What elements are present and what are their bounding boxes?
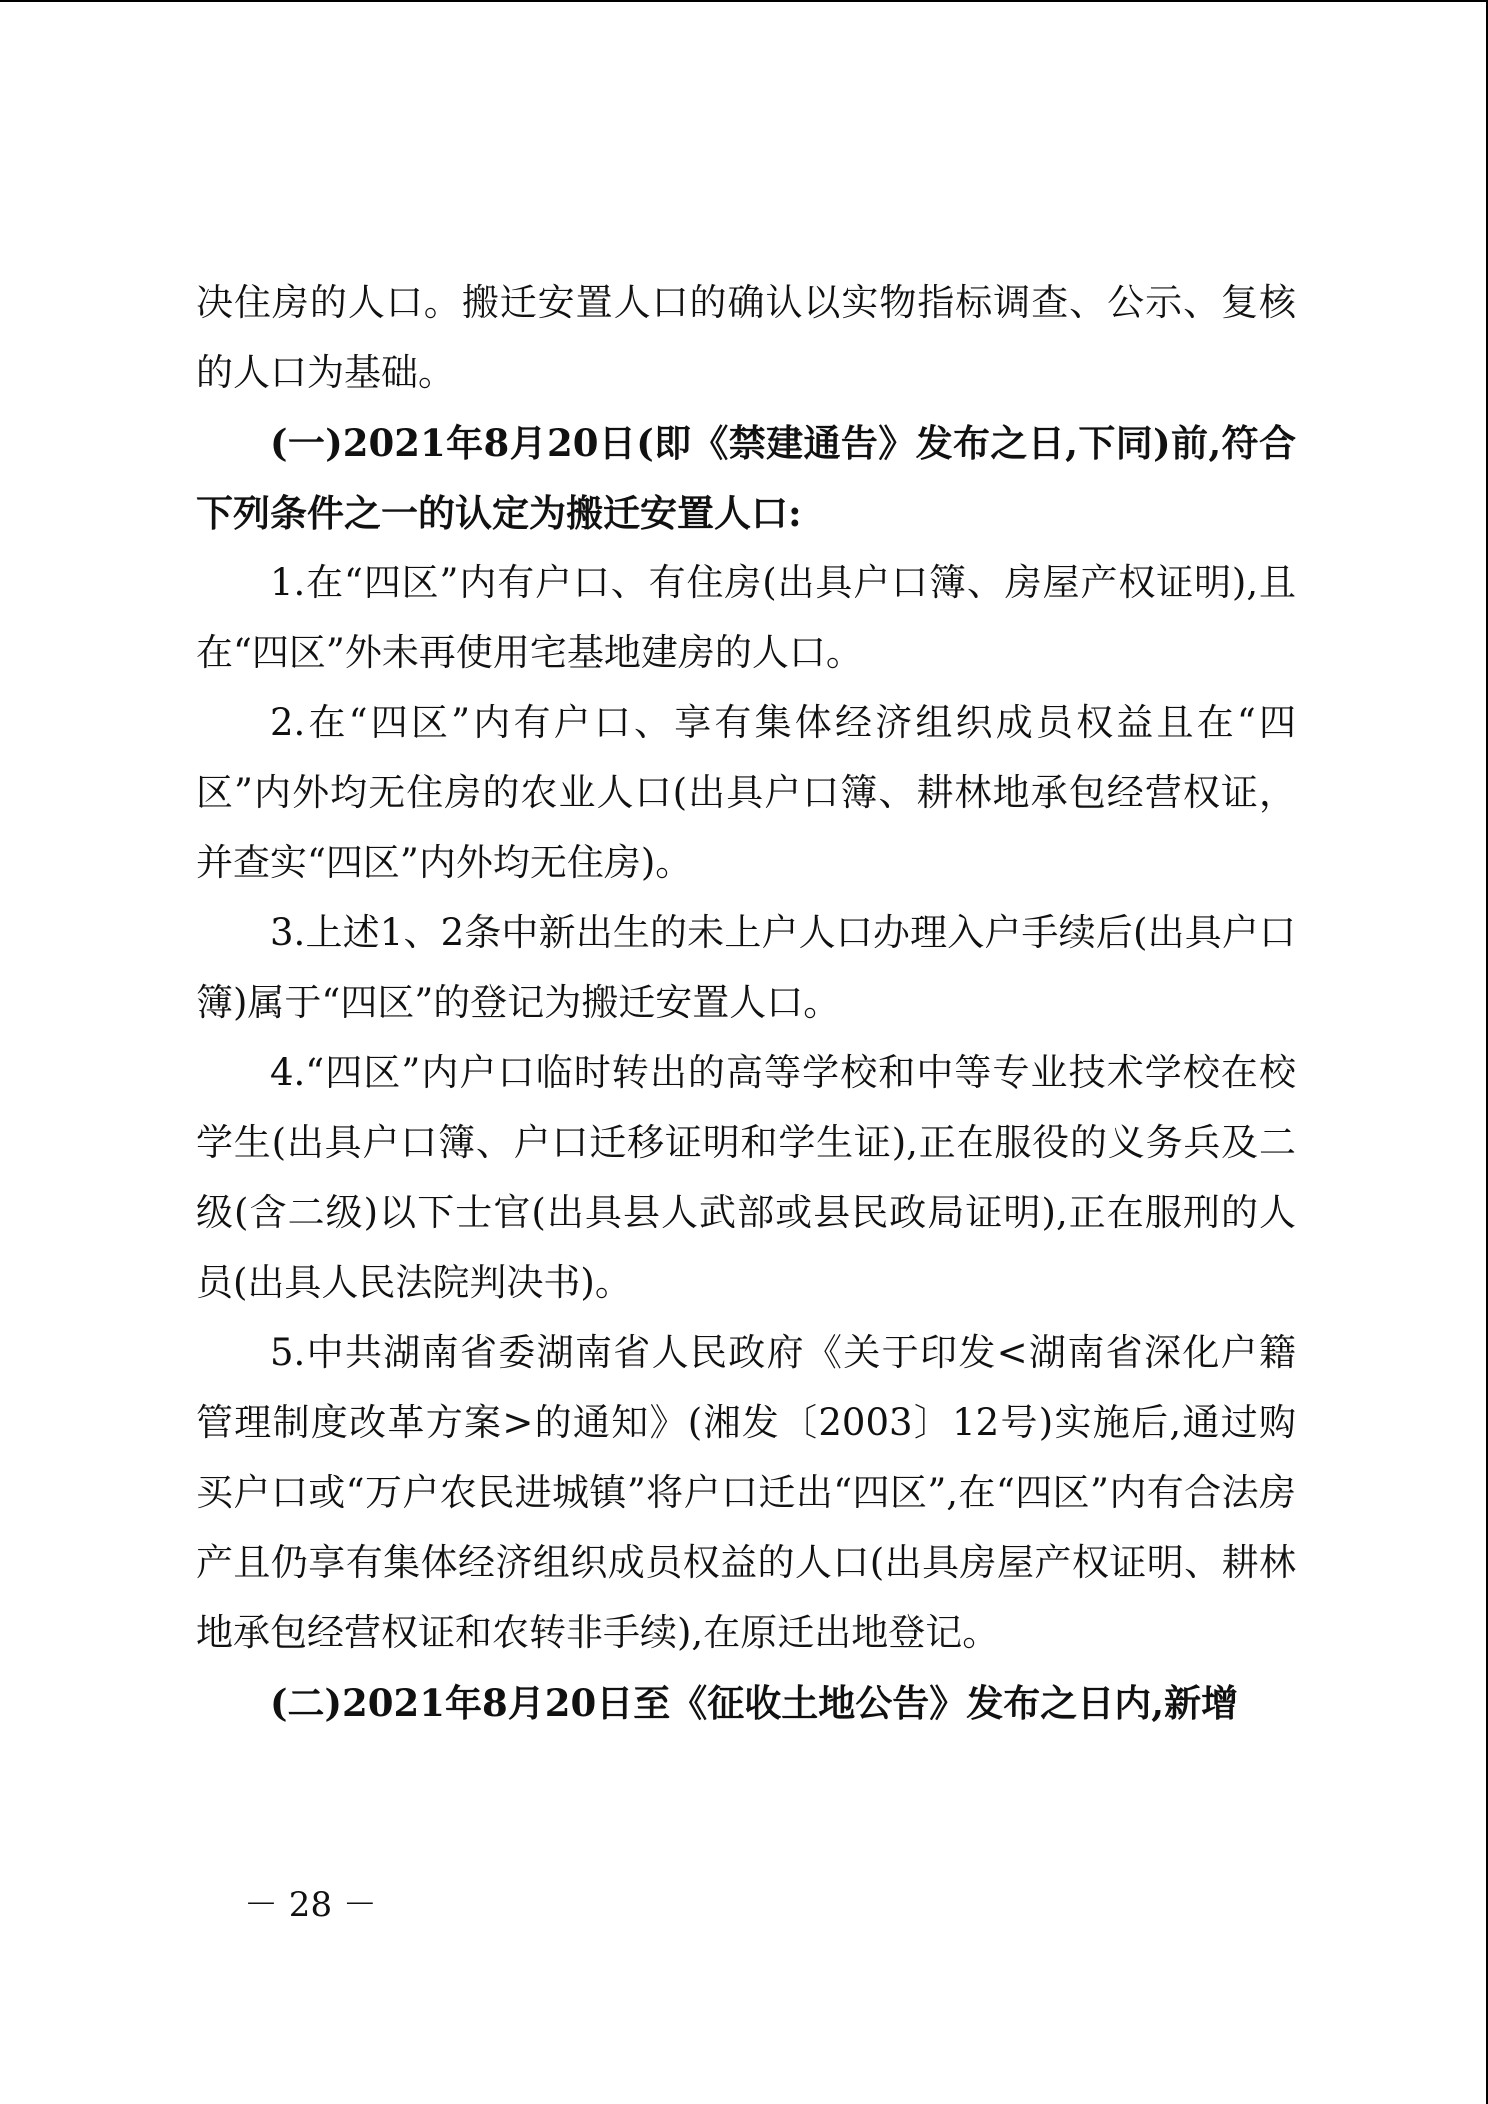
section-heading-1: (一)2021年8月20日(即《禁建通告》发布之日,下同)前,符合下列条件之一的认定为搬迁安置人口: bbox=[196, 421, 1296, 535]
list-item-5: 5.中共湖南省委湖南省人民政府《关于印发<湖南省深化户籍管理制度改革方案>的通知》(湘发〔2003〕12号)实施后,通过购买户口或“万户农民进城镇”将户口迁出“四区”,在“四区”内有合法房产且仍享有集体经济组织成员权益的人口(出具房屋产权证明、耕林地承包经营权证和农转非手续),在原迁出地登记。 bbox=[196, 1331, 1296, 1654]
section-heading-2: (二)2021年8月20日至《征收土地公告》发布之日内,新增 bbox=[270, 1681, 1239, 1725]
document-body bbox=[196, 268, 1296, 1738]
paragraph-continuation: 决住房的人口。搬迁安置人口的确认以实物指标调查、公示、复核的人口为基础。 bbox=[196, 281, 1296, 394]
list-item-2: 2.在“四区”内有户口、享有集体经济组织成员权益且在“四区”内外均无住房的农业人口(出具户口簿、耕林地承包经营权证，并查实“四区”内外均无住房)。 bbox=[196, 701, 1296, 884]
list-item-3: 3.上述1、2条中新出生的未上户人口办理入户手续后(出具户口簿)属于“四区”的登记为搬迁安置人口。 bbox=[196, 911, 1296, 1024]
page-number: － 28 － bbox=[244, 1885, 377, 1925]
list-item-1: 1.在“四区”内有户口、有住房(出具户口簿、房屋产权证明),且在“四区”外未再使用宅基地建房的人口。 bbox=[196, 561, 1296, 674]
list-item-4: 4.“四区”内户口临时转出的高等学校和中等专业技术学校在校学生(出具户口簿、户口迁移证明和学生证),正在服役的义务兵及二级(含二级)以下士官(出具县人武部或县民政局证明),正在服刑的人员(出具人民法院判决书)。 bbox=[196, 1051, 1296, 1304]
